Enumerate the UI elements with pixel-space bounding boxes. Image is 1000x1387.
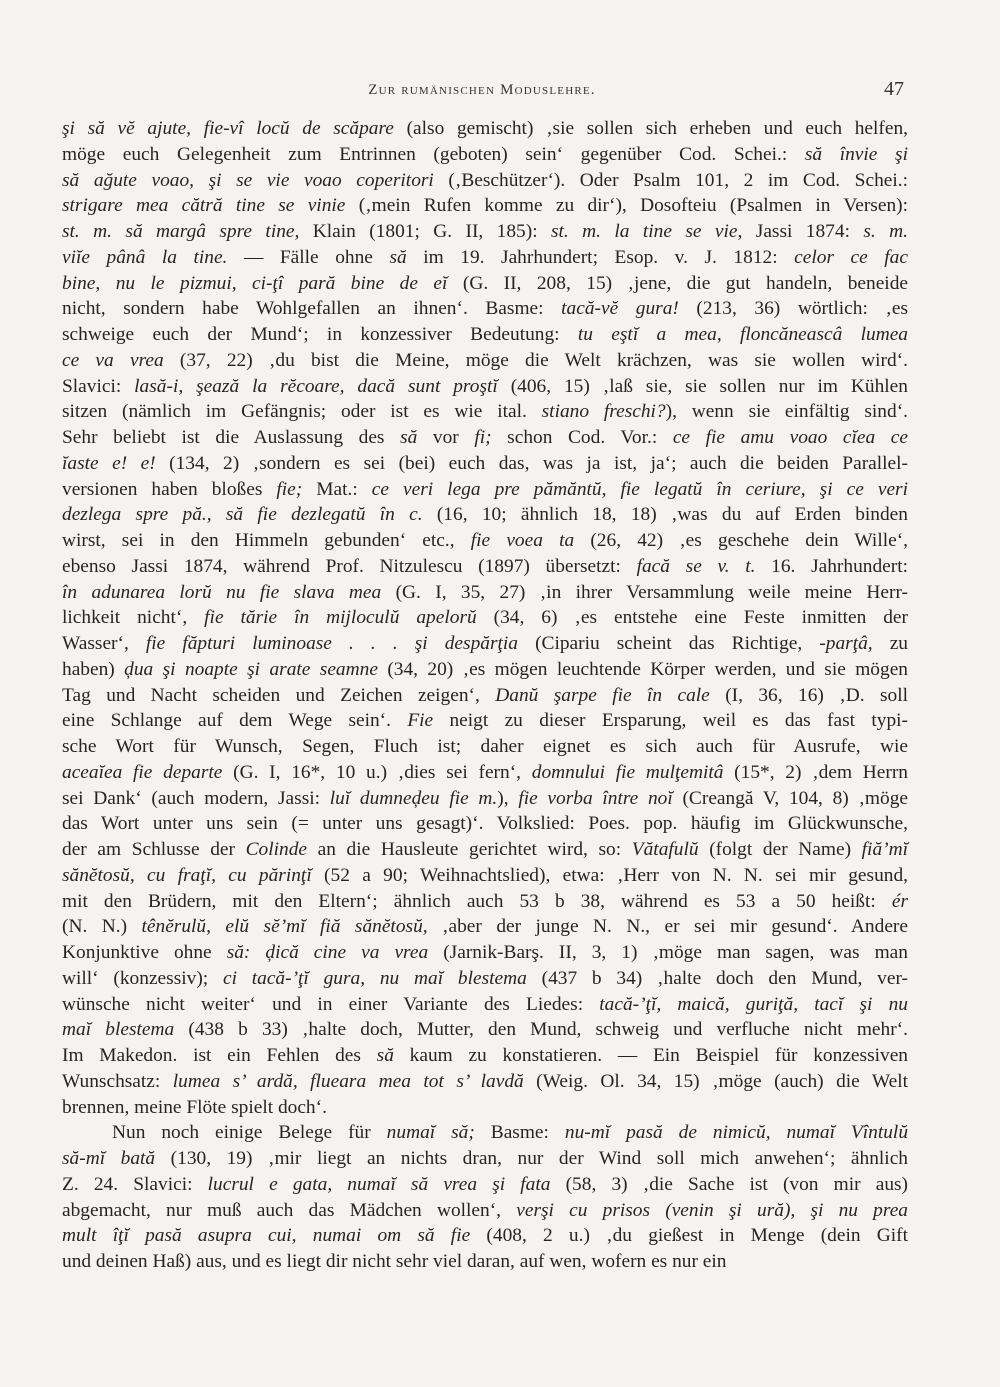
text-run: Basme: [474, 1122, 565, 1144]
text-line [62, 760, 908, 786]
italic-run: celor ce fac [794, 246, 908, 268]
text-line [62, 554, 908, 580]
italic-run: facă se v. t. [636, 555, 756, 577]
text-run: — Fälle ohne [227, 246, 390, 268]
italic-run: ce va vrea [62, 349, 164, 371]
text-line [62, 837, 908, 863]
text-run: (130, 19) ‚mir liegt an nichts dran, nur der Wind soll mich anwehen‘; ähnlich [155, 1148, 908, 1169]
italic-run: fie vorba între noĭ [518, 787, 673, 809]
text-run: (Jarnik-Barş. II, 3, 1) ‚möge man sagen, was man [428, 942, 908, 963]
text-run: Sehr beliebt ist die Auslassung des [62, 427, 401, 448]
italic-run: ĭaste e! e! [62, 452, 156, 474]
italic-run: sănĕtosŭ, cu fraţĭ, cu părinţĭ [62, 864, 312, 886]
text-run: und deinen Haß) aus, und es liegt dir nicht sehr viel daran, auf wen, wofern es nur ein [62, 1251, 727, 1272]
text-run: (213, 36) wörtlich: ‚es [678, 298, 909, 320]
text-line [62, 605, 908, 631]
italic-run: viĭe pânâ la tine. [62, 246, 228, 268]
text-run: Z. 24. Slavici: [62, 1173, 208, 1195]
text-run: (437 b 34) ‚halte doch den Mund, ver- [526, 967, 908, 989]
text-run: Wunschsatz: [62, 1070, 173, 1092]
text-line [62, 219, 908, 245]
text-line [62, 708, 908, 734]
text-run: neigt zu dieser Ersparung, weil es das fast typi- [433, 710, 908, 732]
text-line [62, 348, 908, 374]
text-run: (folgt der Name) [698, 839, 862, 860]
text-run: möge euch Gelegenheit zum Entrinnen (geboten) sein‘ gegenüber Cod. Schei.: [62, 143, 805, 165]
page-number: 47 [884, 78, 904, 100]
text-run: Jassi 1874: [742, 221, 864, 242]
italic-run: luĭ dumneḑeu fie m. [329, 787, 498, 809]
italic-run: fiă’mĭ [861, 839, 908, 860]
italic-run: -parţâ, [819, 633, 873, 654]
text-line [62, 399, 908, 425]
text-line [62, 271, 908, 297]
text-run: (‚Beschützer‘). Oder Psalm 101, 2 im Cod. Schei.: [433, 169, 908, 191]
italic-run: ci tacă-’ţĭ gura, nu maĭ blestema [222, 967, 527, 989]
text-run: Mat.: [302, 478, 372, 500]
italic-run: aceaĭea fie departe [62, 761, 223, 783]
text-line [62, 116, 908, 142]
text-line [62, 1172, 908, 1198]
italic-run: ḑua şi noapte şi arate seamne [124, 658, 378, 680]
italic-run: mult îţĭ pasă asupra cui, numai om să fie [62, 1225, 471, 1247]
text-line [62, 374, 908, 400]
text-run: (52 a 90; Weihnachtslied), etwa: ‚Herr von N. N. sei mir gesund, [311, 864, 908, 886]
italic-run: să-mĭ bată [62, 1148, 156, 1169]
text-run: vor [417, 427, 475, 448]
text-run: (also gemischt) ‚sie sollen sich erheben und euch helfen, [393, 118, 908, 139]
text-run: zu [872, 633, 908, 654]
text-line [62, 1017, 908, 1043]
text-line [62, 451, 908, 477]
italic-run: Danŭ şarpe fie în cale [495, 684, 710, 706]
text-run: (134, 2) ‚sondern es sei (bei) euch das, was ja ist, ja‘; auch die beiden Parallel- [155, 452, 908, 474]
text-line [62, 580, 908, 606]
text-run: (G. I, 35, 27) ‚in ihrer Versammlung weile meine Herr- [381, 581, 908, 603]
text-run: (34, 6) ‚es entstehe eine Feste inmitten der [476, 607, 909, 629]
text-run: versionen haben bloßes [62, 478, 277, 500]
text-run: sei Dank‘ (auch modern, Jassi: [62, 787, 330, 809]
text-line [62, 193, 908, 219]
text-line [62, 786, 908, 812]
text-run: Wasser‘, [62, 633, 146, 654]
italic-run: lumea s’ ardă, flueara mea tot s’ lavdă [172, 1070, 524, 1092]
italic-run: ce fie amu voao cĭea ce [672, 427, 908, 448]
text-run: Nun noch einige Belege für [112, 1122, 387, 1144]
text-line [62, 245, 908, 271]
text-run: (438 b 33) ‚halte doch, Mutter, den Mund, schweig und verfluche nicht mehr‘. [174, 1019, 908, 1041]
italic-run: Colinde [245, 839, 307, 860]
text-run: (‚mein Rufen komme zu dir‘), Dosofteiu (Psalmen in Versen): [345, 195, 908, 217]
text-line [62, 1198, 908, 1224]
italic-run: ce veri lega pre pămăntŭ, fie legatŭ în ceriure, şi ce veri [371, 478, 908, 500]
text-run: (16, 10; ähnlich 18, 18) ‚was du auf Erden binden [422, 504, 908, 526]
text-run: (Weig. Ol. 34, 15) ‚möge (auch) die Welt [523, 1070, 908, 1092]
text-line [62, 1249, 908, 1275]
text-run: Konjunktive ohne [62, 942, 227, 963]
italic-run: în adunarea lorŭ nu fie slava mea [62, 581, 382, 603]
text-run: haben) [62, 658, 125, 680]
italic-run: fi; [474, 427, 492, 448]
text-line [62, 142, 908, 168]
italic-run: fie tărie în mijloculŭ apelorŭ [204, 607, 477, 629]
text-run: (Cipariu scheint das Richtige, [518, 633, 820, 654]
italic-run: să [389, 246, 407, 268]
text-run: (37, 22) ‚du bist die Meine, möge die Welt krächzen, was sie wollen wird‘. [163, 349, 908, 371]
italic-run: fie; [276, 478, 303, 500]
text-line [62, 940, 908, 966]
italic-run: nu-mĭ pasă de nimicŭ, numaĭ Vîntulŭ [564, 1122, 909, 1144]
text-run: nicht, sondern habe Wohlgefallen an ihnen‘. Basme: [62, 298, 562, 320]
text-run: schweige euch der Mund‘; in konzessiver Bedeutung: [62, 324, 578, 345]
italic-run: ér [891, 890, 908, 912]
italic-run: tu eştĭ a mea, floncăneascâ lumea [577, 324, 909, 345]
italic-run: să [400, 427, 418, 448]
text-line [62, 1095, 908, 1121]
italic-run: lucrul e gata, numaĭ să vrea şi fata [207, 1173, 551, 1195]
italic-run: s. m. [863, 221, 908, 242]
text-run: will‘ (konzessiv); [62, 967, 223, 989]
text-line [62, 657, 908, 683]
text-line [62, 1146, 908, 1172]
text-line [62, 528, 908, 554]
text-run: eine Schlange auf dem Wege sein‘. [62, 710, 408, 732]
text-run: das Wort unter uns sein (= unter uns gesagt)‘. Volkslied: Poes. pop. häufig im Glückwunsche, [62, 813, 908, 835]
text-run: Slavici: [62, 375, 135, 397]
text-run: (15*, 2) ‚dem Herrn [723, 761, 908, 783]
italic-run: fie voea ta [470, 530, 575, 551]
italic-run: Vătafulŭ [631, 839, 699, 860]
text-run: an die Hausleute gerichtet wird, so: [307, 839, 632, 860]
text-run: mit den Brüdern, mit den Eltern‘; ähnlich auch 53 b 38, während es 53 a 50 heißt: [62, 890, 892, 912]
text-run: schon Cod. Vor.: [491, 427, 673, 448]
text-line [62, 631, 908, 657]
text-run: wirst, sei in den Himmeln gebunden‘ etc., [62, 530, 471, 551]
italic-run: lasă-i, şează la rĕcoare, dacă sunt proştĭ [134, 375, 498, 397]
text-run: kaum zu konstatieren. — Ein Beispiel für konzessiven [393, 1045, 909, 1066]
text-line [62, 1069, 908, 1095]
italic-run: tênĕrulŭ, elŭ sĕ’mĭ fiă sănĕtosŭ, [141, 916, 428, 938]
text-run: im 19. Jahrhundert; Esop. v. J. 1812: [406, 246, 795, 268]
text-line [62, 683, 908, 709]
text-line [62, 914, 908, 940]
italic-run: tacă-vĕ gura! [561, 298, 679, 320]
text-run: (I, 36, 16) ‚D. soll [709, 684, 908, 706]
italic-run: verşi cu prisos (venin şi ură), şi nu prea [516, 1199, 909, 1221]
italic-run: st. m. la tine se vie, [551, 221, 743, 242]
italic-run: bine, nu le pizmui, ci-ţî pară bine de eĭ [62, 272, 448, 294]
italic-run: stiano freschi? [541, 401, 666, 423]
text-line [62, 425, 908, 451]
text-line [62, 296, 908, 322]
text-line [62, 322, 908, 348]
italic-run: Fie [407, 710, 434, 732]
italic-run: strigare mea cătră tine se vinie [62, 195, 346, 217]
text-run: (406, 15) ‚laß sie, sie sollen nur im Kühlen [497, 375, 908, 397]
italic-run: tacă-’ţĭ, maică, guriţă, tacĭ şi nu [599, 993, 908, 1015]
text-run: der am Schlusse der [62, 839, 246, 860]
text-run: sitzen (nämlich im Gefängnis; oder ist es wie ital. [62, 401, 542, 423]
italic-run: st. m. să margâ spre tine, [62, 221, 300, 242]
italic-run: maĭ blestema [62, 1019, 175, 1041]
italic-run: să: ḑică cine va vrea [226, 942, 429, 963]
text-run: ), [497, 787, 519, 809]
text-run: (Creangă V, 104, 8) ‚möge [672, 787, 909, 809]
text-line [62, 811, 908, 837]
text-line [62, 477, 908, 503]
text-run: ‚aber der junge N. N., er sei mir gesund‘. Andere [427, 916, 908, 938]
text-run: 16. Jahrhundert: [755, 555, 908, 577]
italic-run: domnului fie mulţemitâ [531, 761, 724, 783]
text-line [62, 992, 908, 1018]
text-run: lichkeit nicht‘, [62, 607, 205, 629]
text-run: (N. N.) [62, 916, 142, 938]
text-run: (408, 2 u.) ‚du gießest in Menge (dein Gift [470, 1225, 908, 1247]
italic-run: fie făpturi luminoase . . . şi despărţia [145, 633, 518, 654]
running-head [60, 80, 904, 104]
text-line [62, 863, 908, 889]
text-run: sche Wort für Wunsch, Segen, Fluch ist; daher eignet es sich auch für Ausrufe, wie [62, 736, 908, 757]
text-run: Klain (1801; G. II, 185): [299, 221, 551, 242]
italic-run: numaĭ să; [386, 1122, 475, 1144]
text-line [62, 168, 908, 194]
text-line [62, 966, 908, 992]
text-line [62, 1223, 908, 1249]
text-line [62, 1120, 908, 1146]
text-line [62, 889, 908, 915]
text-run: Im Makedon. ist ein Fehlen des [62, 1045, 377, 1066]
body-text [62, 116, 908, 1275]
text-line [62, 1043, 908, 1069]
italic-run: să [376, 1045, 394, 1066]
italic-run: să ağute voao, şi se vie voao coperitori [62, 169, 434, 191]
text-run: (G. II, 208, 15) ‚jene, die gut handeln, beneide [447, 272, 908, 294]
italic-run: să învie şi [804, 143, 908, 165]
italic-run: dezlega spre pă., să fie dezlegatŭ în c. [62, 504, 423, 526]
italic-run: şi să vĕ ajute, fie-vî locŭ de scăpare [62, 118, 394, 139]
text-run: (58, 3) ‚die Sache ist (von mir aus) [550, 1173, 909, 1195]
text-run: brennen, meine Flöte spielt doch‘. [62, 1096, 327, 1118]
text-run: (G. I, 16*, 10 u.) ‚dies sei fern‘, [222, 761, 532, 783]
text-run: wünsche nicht weiter‘ und in einer Variante des Liedes: [62, 993, 600, 1015]
text-line [62, 502, 908, 528]
running-title: Zur rumänischen Moduslehre. [368, 82, 596, 98]
text-run: ), wenn sie einfältig sind‘. [665, 401, 908, 423]
text-run: (34, 20) ‚es mögen leuchtende Körper werden, und sie mögen [377, 658, 908, 680]
text-line [62, 734, 908, 760]
text-run: (26, 42) ‚es geschehe dein Wille‘, [574, 530, 909, 551]
text-run: abgemacht, nur muß auch das Mädchen wollen‘, [62, 1199, 517, 1221]
text-run: Tag und Nacht scheiden und Zeichen zeigen‘, [62, 684, 496, 706]
text-run: ebenso Jassi 1874, während Prof. Nitzulescu (1897) übersetzt: [62, 555, 637, 577]
